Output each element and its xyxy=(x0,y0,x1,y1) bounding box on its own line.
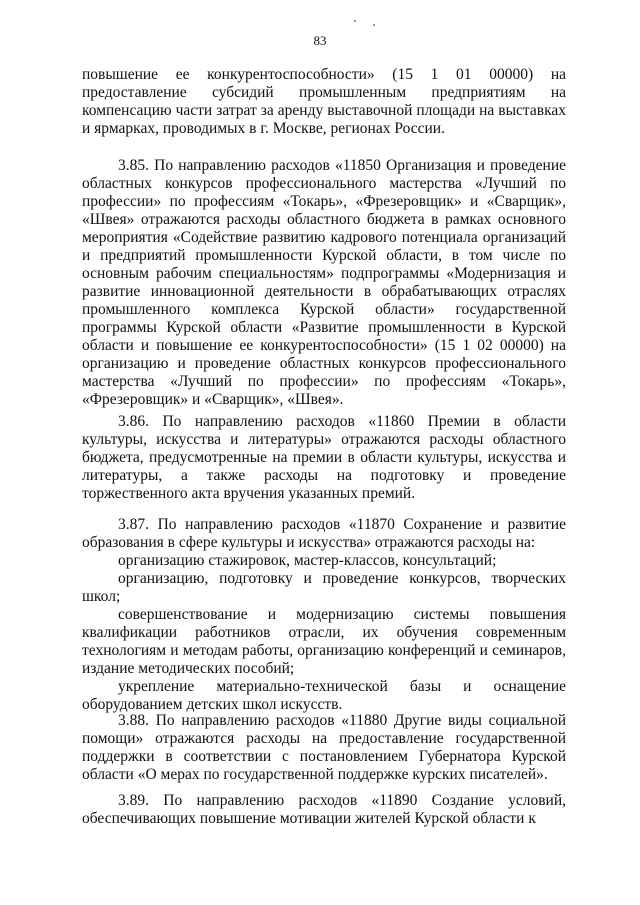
paragraph-3-88 xyxy=(82,712,566,784)
paragraph-text: 3.88. По направлению расходов «11880 Другие виды социальной помощи» отражаются расходы на предоставление государственной поддержки в соответствии с постановлением Губернатора Курской области «О мерах по государственной поддержке курских писателей». xyxy=(82,712,566,783)
paragraph-3-89 xyxy=(82,792,566,828)
list-item: организацию стажировок, мастер-классов, консультаций; xyxy=(118,552,497,569)
list-item: укрепление материально-технической базы и оснащение оборудованием детских школ искусств. xyxy=(82,678,566,713)
paragraph-text: повышение ее конкурентоспособности» (15 1 01 00000) на предоставление субсидий промышленным предприятиям на компенсацию части затрат за аренду выставочной площади на выставках и ярмарках, проводимых в г. Москве, регионах России. xyxy=(82,66,566,137)
paragraph-continuation xyxy=(82,66,566,138)
paragraph-text: 3.85. По направлению расходов «11850 Организация и проведение областных конкурсов профессионального мастерства «Лучший по профессии» по профессиям «Токарь», «Фрезеровщик» и «Сварщик», «Швея» отражаются расходы областного бюджета в рамках основного мероприятия «Содействие развитию кадрового потенциала организаций и предприятий промышленности Курской области, в том числе по основным рабочим специальностям» подпрограммы «Модернизация и развитие инновационной деятельности в обрабатывающих отраслях промышленного комплекса Курской области» государственной программы Курской области «Развитие промышленности в Курской области и повышение ее конкурентоспособности» (15 1 02 00000) на организацию и проведение областных конкурсов профессионального мастерства «Лучший по профессии» по профессиям «Токарь», «Фрезеровщик» и «Сварщик», «Швея». xyxy=(82,157,566,408)
scan-speck xyxy=(354,20,356,22)
paragraph-text: 3.86. По направлению расходов «11860 Премии в области культуры, искусства и литературы» отражаются расходы областного бюджета, предусмотренные на премии в области культуры, искусства и литературы, а также расходы на подготовку и проведение торжественного акта вручения указанных премий. xyxy=(82,413,566,502)
paragraph-3-85 xyxy=(82,157,566,409)
paragraph-intro: 3.87. По направлению расходов «11870 Сохранение и развитие образования в сфере культуры и искусства» отражаются расходы на: xyxy=(82,516,566,551)
list-item: совершенствование и модернизацию системы повышения квалификации работников отрасли, их обучения современным технологиям и методам работы, организацию конференций и семинаров, издание методических пособий; xyxy=(82,606,566,677)
paragraph-3-87 xyxy=(82,516,566,714)
scan-speck xyxy=(373,24,375,26)
list-item: организацию, подготовку и проведение конкурсов, творческих школ; xyxy=(82,570,566,605)
page-number: 83 xyxy=(313,33,327,48)
paragraph-text: 3.89. По направлению расходов «11890 Создание условий, обеспечивающих повышение мотивации жителей Курской области к xyxy=(82,792,566,827)
paragraph-3-86 xyxy=(82,413,566,503)
